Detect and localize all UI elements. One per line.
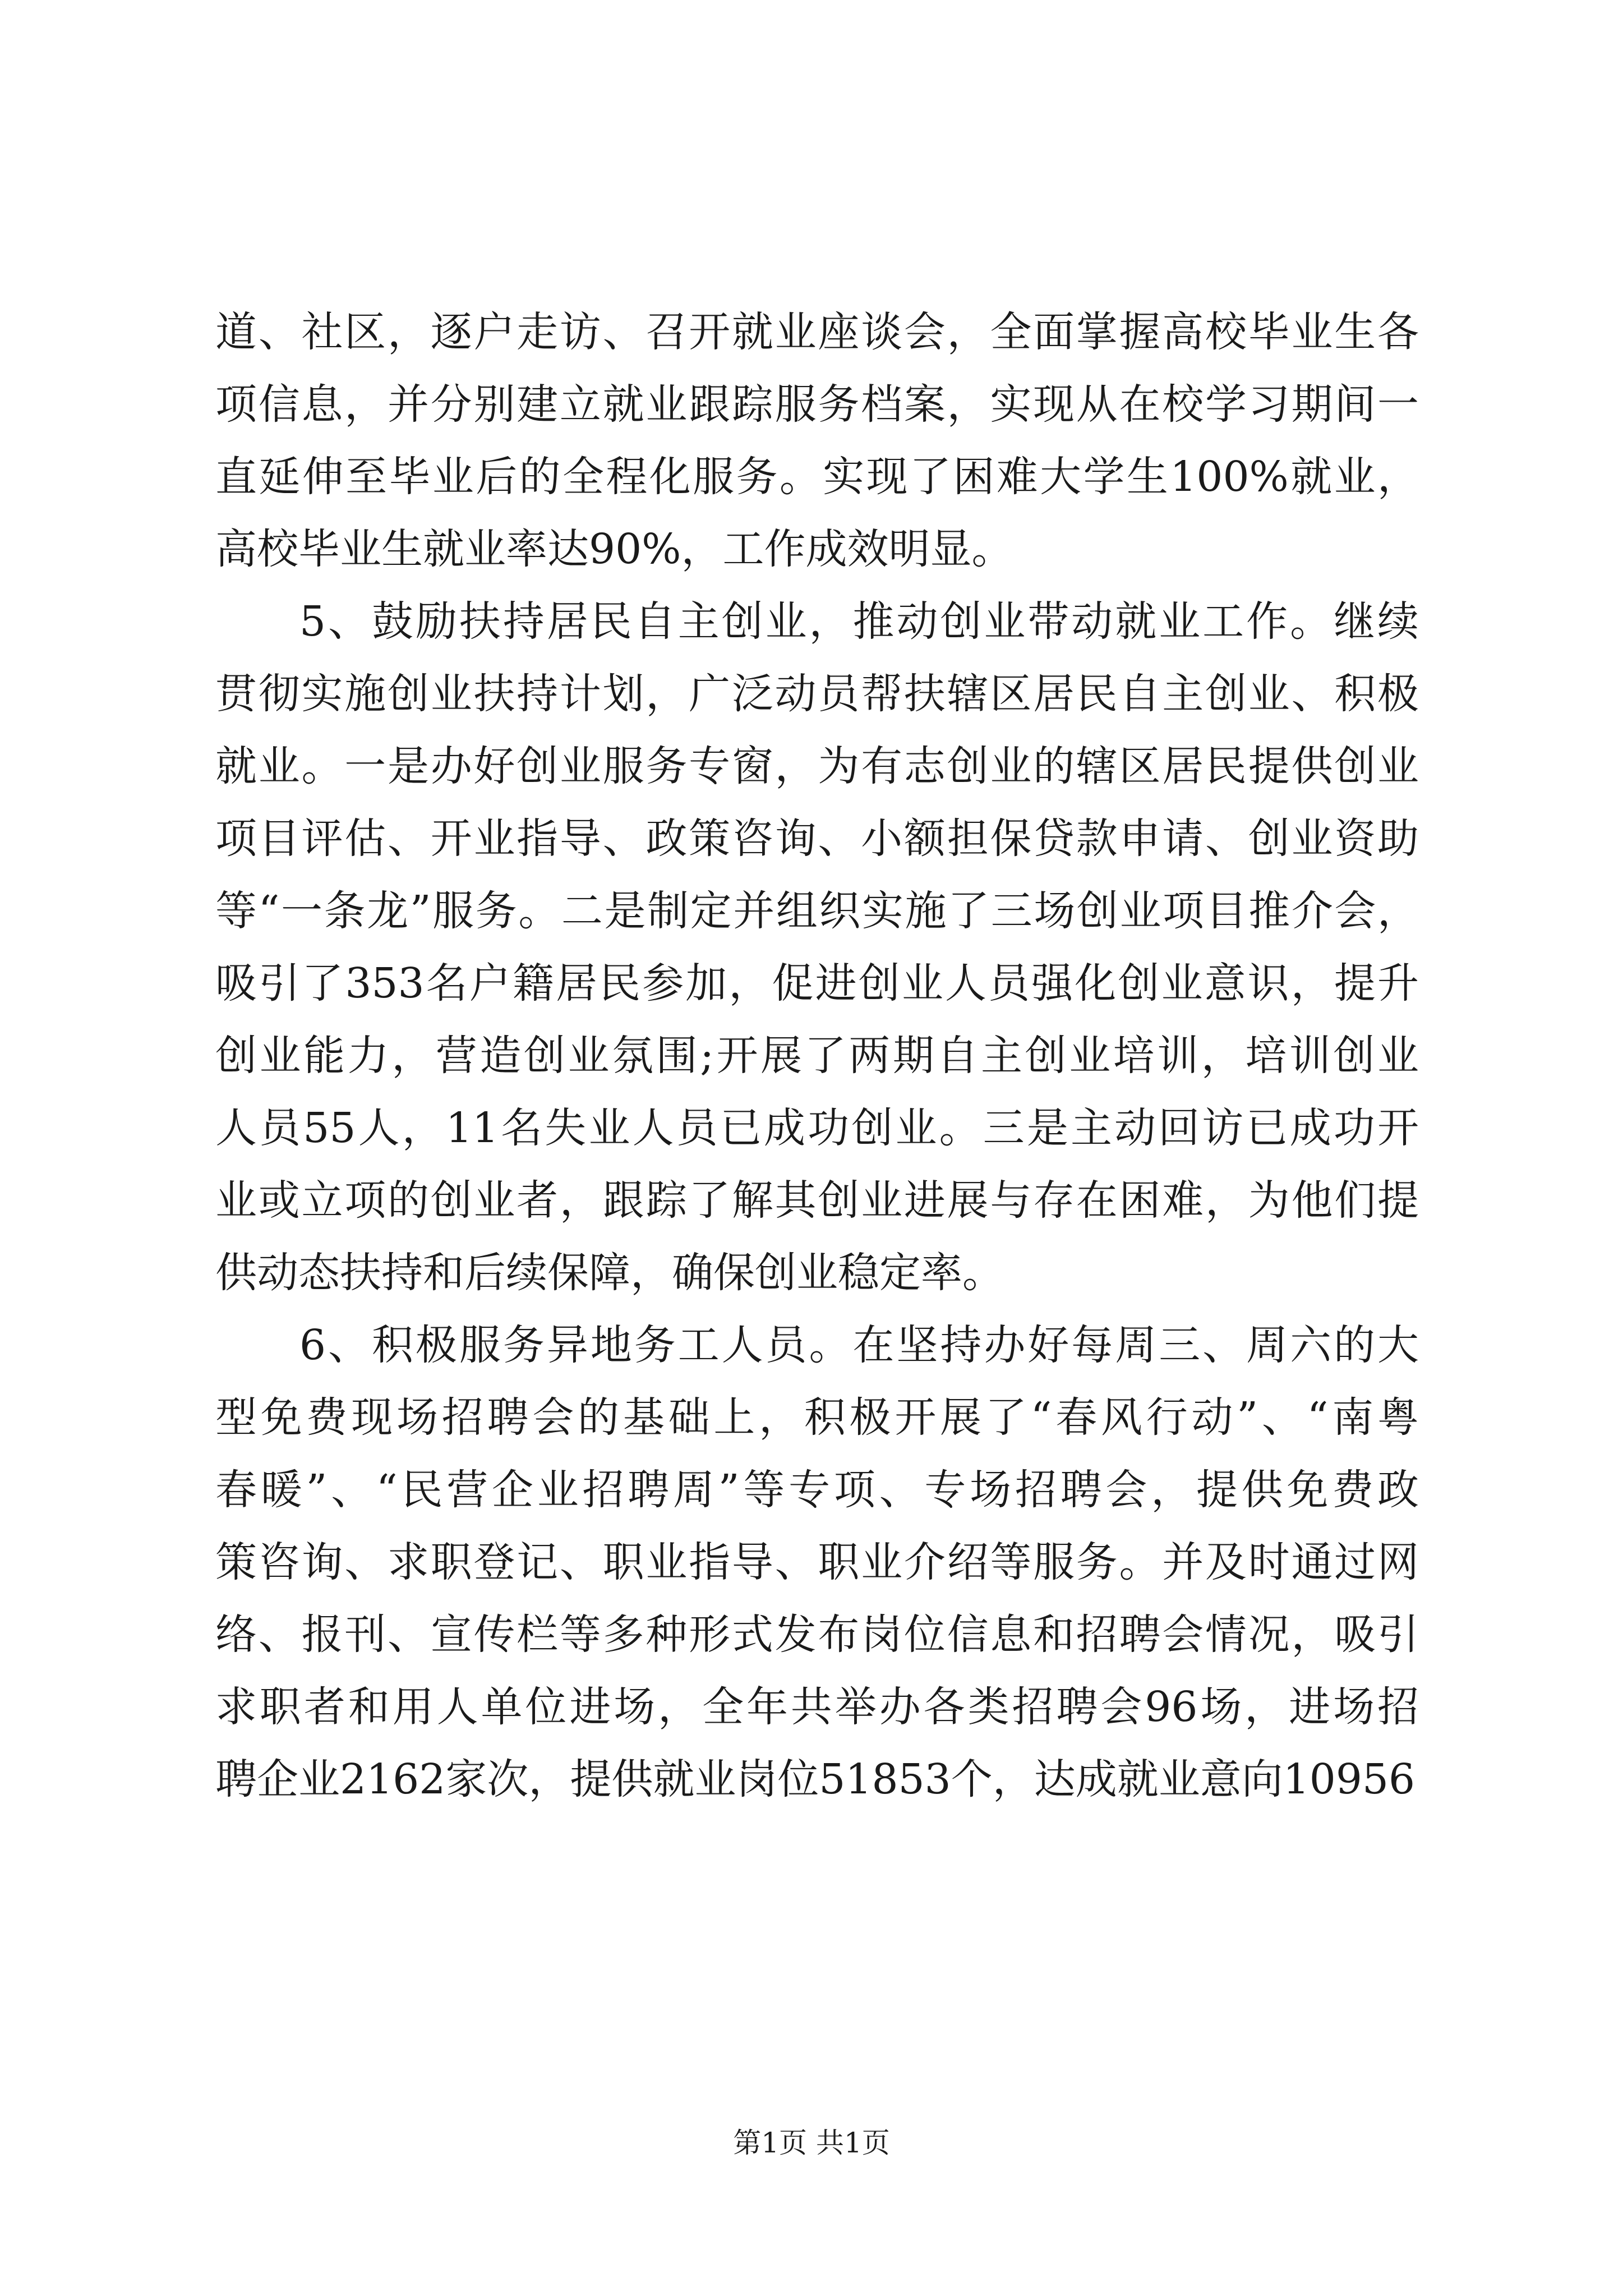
text-line: 吸引了353名户籍居民参加，促进创业人员强化创业意识，提升 [215,959,1419,1007]
text-line: 贯彻实施创业扶持计划，广泛动员帮扶辖区居民自主创业、积极 [215,670,1419,718]
text-line: 项信息，并分别建立就业跟踪服务档案，实现从在校学习期间一 [215,380,1419,429]
text-line: 等“一条龙”服务。二是制定并组织实施了三场创业项目推介会， [215,887,1419,935]
text-line: 聘企业2162家次，提供就业岗位51853个，达成就业意向10956 [215,1755,1415,1803]
text-line: 高校毕业生就业率达90%，工作成效明显。 [215,525,1013,573]
paragraph-start-line: 5、鼓励扶持居民自主创业，推动创业带动就业工作。继续 [299,597,1419,646]
paragraph-start-line: 6、积极服务异地务工人员。在坚持办好每周三、周六的大 [299,1321,1419,1369]
body-text [215,296,1419,1816]
text-line: 业或立项的创业者，跟踪了解其创业进展与存在困难，为他们提 [215,1176,1419,1225]
text-line: 春暖”、“民营企业招聘周”等专项、专场招聘会，提供免费政 [215,1466,1419,1514]
text-line: 求职者和用人单位进场，全年共举办各类招聘会96场，进场招 [215,1683,1419,1731]
text-line: 创业能力，营造创业氛围;开展了两期自主创业培训，培训创业 [215,1032,1419,1080]
text-line: 项目评估、开业指导、政策咨询、小额担保贷款申请、创业资助 [215,815,1419,863]
text-line: 人员55人，11名失业人员已成功创业。三是主动回访已成功开 [215,1104,1419,1152]
text-line: 直延伸至毕业后的全程化服务。实现了困难大学生100%就业， [215,453,1419,501]
text-line: 络、报刊、宣传栏等多种形式发布岗位信息和招聘会情况，吸引 [215,1611,1419,1659]
text-line: 策咨询、求职登记、职业指导、职业介绍等服务。并及时通过网 [215,1538,1419,1586]
text-line: 就业。一是办好创业服务专窗，为有志创业的辖区居民提供创业 [215,742,1419,790]
text-line: 道、社区，逐户走访、召开就业座谈会，全面掌握高校毕业生各 [215,308,1419,356]
text-line: 供动态扶持和后续保障，确保创业稳定率。 [215,1249,1004,1297]
text-line: 型免费现场招聘会的基础上，积极开展了“春风行动”、“南粤 [215,1393,1419,1442]
page-footer: 第1页 共1页 [733,2127,890,2159]
